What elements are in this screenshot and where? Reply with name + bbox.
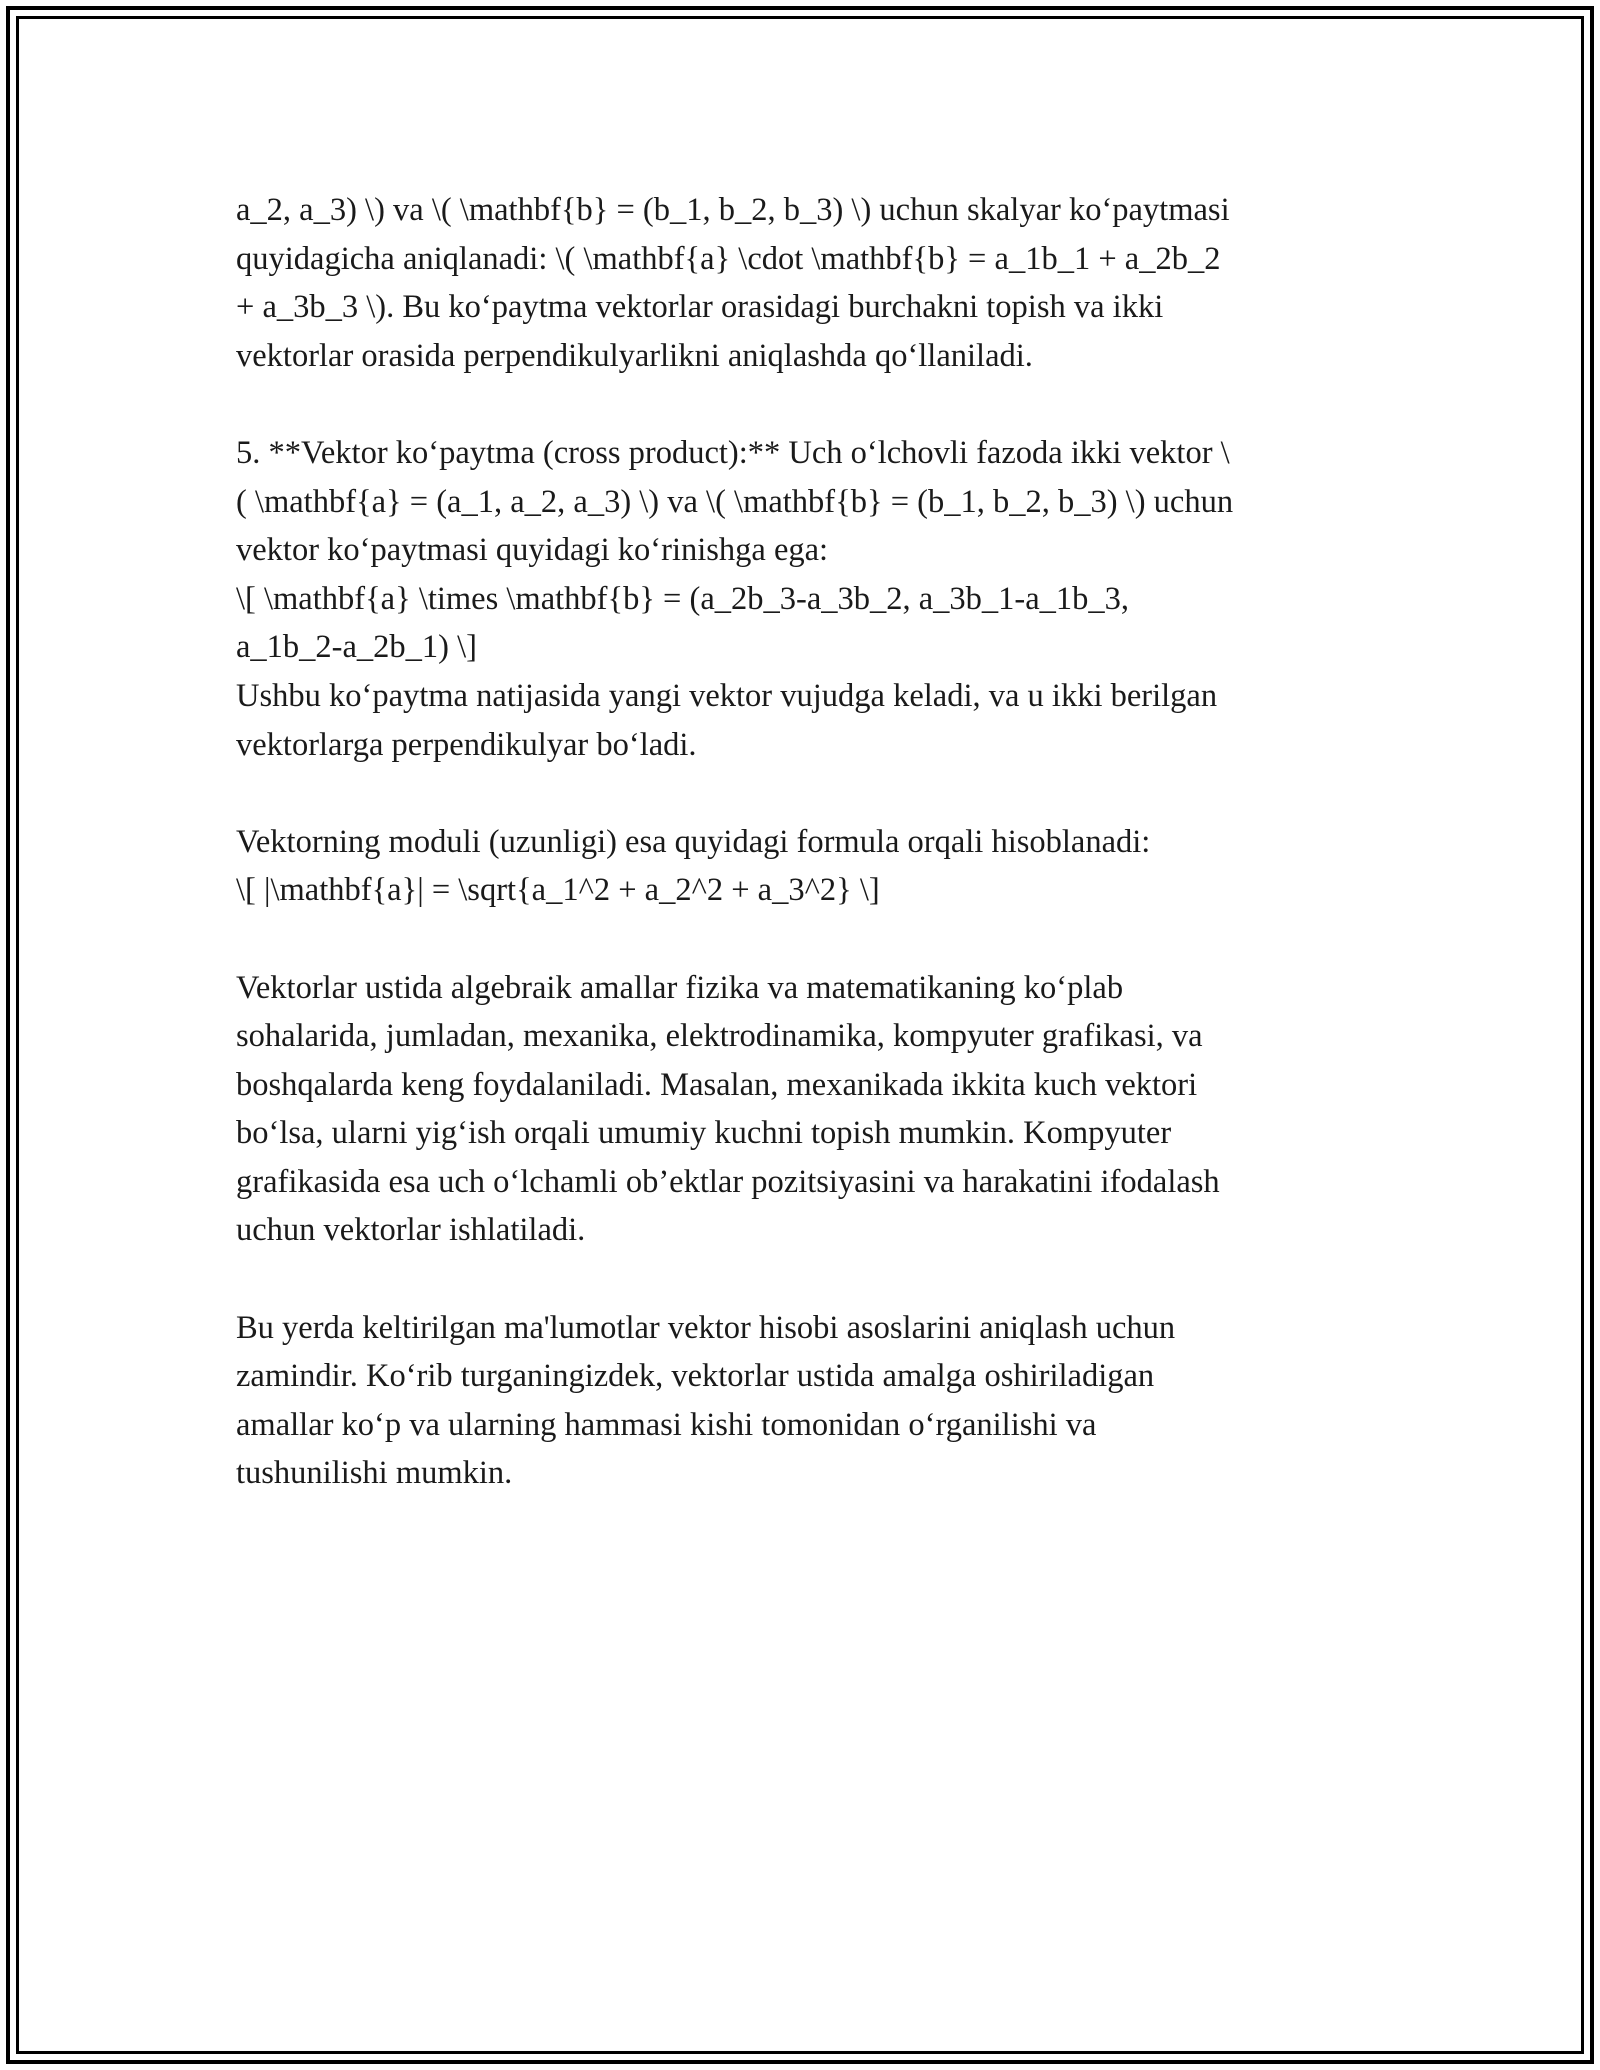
text-line: quyidagicha aniqlanadi: \( \mathbf{a} \cdot \mathbf{b} = a_1b_1 + a_2b_2 [236,240,1221,277]
text-line: ( \mathbf{a} = (a_1, a_2, a_3) \) va \( \mathbf{b} = (b_1, b_2, b_3) \) uchun [236,483,1234,520]
paragraph-conclusion [236,1304,1376,1498]
text-line: Bu yerda keltirilgan ma'lumotlar vektor hisobi asoslarini aniqlash uchun [236,1309,1176,1346]
formula-line: \[ \mathbf{a} \times \mathbf{b} = (a_2b_3-a_3b_2, a_3b_1-a_1b_3, [236,580,1130,617]
text-line: vektorlar orasida perpendikulyarlikni aniqlashda qo‘llaniladi. [236,337,1033,374]
document-body [236,186,1376,1498]
text-line: Vektorlar ustida algebraik amallar fizika va matematikaning ko‘plab [236,969,1124,1006]
text-line: amallar ko‘p va ularning hammasi kishi tomonidan o‘rganilishi va [236,1406,1097,1443]
text-line: Vektorning moduli (uzunligi) esa quyidagi formula orqali hisoblanadi: [236,823,1151,860]
text-line: a_2, a_3) \) va \( \mathbf{b} = (b_1, b_2, b_3) \) uchun skalyar ko‘paytmasi [236,192,1230,228]
text-line: tushunilishi mumkin. [236,1455,513,1492]
paragraph-applications [236,964,1376,1256]
text-line: grafikasida esa uch o‘lchamli ob’ektlar pozitsiyasini va harakatini ifodalash [236,1163,1220,1200]
text-line: + a_3b_3 \). Bu ko‘paytma vektorlar orasidagi burchakni topish va ikki [236,289,1164,326]
text-line: sohalarida, jumladan, mexanika, elektrodinamika, kompyuter grafikasi, va [236,1018,1203,1055]
formula-line: \[ |\mathbf{a}| = \sqrt{a_1^2 + a_2^2 + a_3^2} \] [236,872,880,909]
text-line: Ushbu ko‘paytma natijasida yangi vektor vujudga keladi, va u ikki berilgan [236,677,1218,714]
text-line: zamindir. Ko‘rib turganingizdek, vektorlar ustida amalga oshiriladigan [236,1358,1155,1395]
paragraph-dot-product [236,186,1376,380]
text-line: vektor ko‘paytmasi quyidagi ko‘rinishga ega: [236,532,829,569]
paragraph-cross-product [236,429,1376,769]
text-line: boshqalarda keng foydalaniladi. Masalan, mexanikada ikkita kuch vektori [236,1066,1198,1103]
text-line: uchun vektorlar ishlatiladi. [236,1212,586,1249]
text-line: 5. **Vektor ko‘paytma (cross product):** Uch o‘lchovli fazoda ikki vektor \ [236,434,1230,471]
paragraph-vector-modulus [236,818,1376,915]
text-line: bo‘lsa, ularni yig‘ish orqali umumiy kuchni topish mumkin. Kompyuter [236,1115,1172,1152]
formula-line: a_1b_2-a_2b_1) \] [236,629,477,666]
text-line: vektorlarga perpendikulyar bo‘ladi. [236,726,697,763]
